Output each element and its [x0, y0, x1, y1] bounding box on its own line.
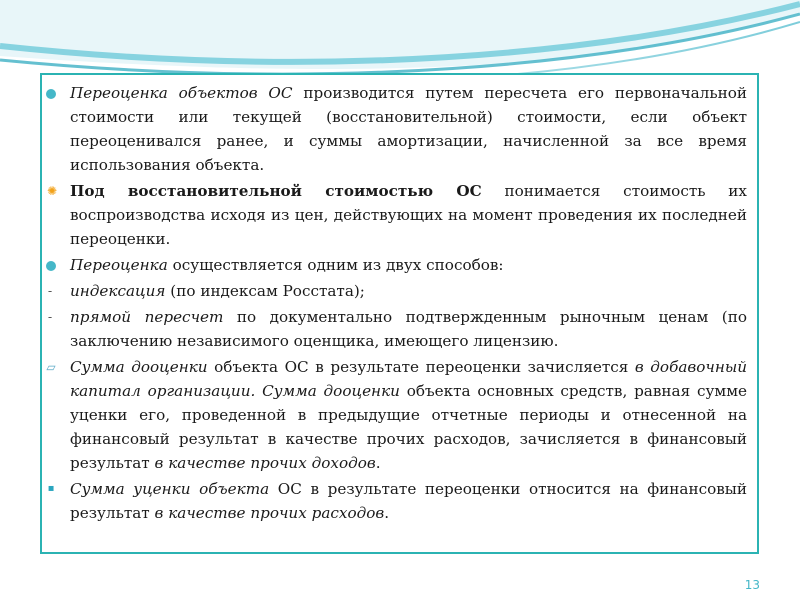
sun-bullet-icon: ✺: [46, 184, 58, 198]
circle-bullet-icon: [46, 261, 56, 271]
text-run: прямой пересчет: [70, 308, 224, 326]
text-run: Сумма уценки объекта: [70, 480, 270, 498]
text-run: .: [375, 454, 381, 472]
text-run: понимается стоимость их воспроизводства исходя из цен, действующих на момент проведения их последней переоценки.: [70, 182, 747, 248]
bullet-item: [46, 179, 747, 251]
text-run: Переоценка: [70, 256, 168, 274]
page-number: 13: [744, 578, 760, 592]
text-run: объекта основных средств, равная сумме уценки его, проведенной в предыдущие отчетные периоды и отнесенной на финансовый результат в качестве прочих расходов, зачисляется в финансовый результат: [70, 382, 747, 472]
text-run: производится путем пересчета его первоначальной стоимости или текущей (восстановительной) стоимости, если объект переоценивался ранее, и суммы амортизации, начисленной за все время использования объекта.: [70, 84, 747, 174]
dash-bullet-icon: -: [47, 284, 53, 298]
text-run: в качестве прочих расходов: [154, 504, 385, 522]
dash-bullet-icon: -: [47, 310, 53, 324]
bullet-item: [47, 279, 747, 303]
hollow-shape-bullet-icon: ▱: [46, 360, 56, 374]
text-run: индексация: [70, 282, 166, 300]
content-frame: [40, 73, 759, 554]
bullet-item: [47, 305, 747, 353]
circle-bullet-icon: [46, 89, 56, 99]
text-run: объекта ОС в результате переоценки зачисляется: [207, 358, 635, 376]
text-run: (по индексам Росстата);: [165, 282, 365, 300]
bullet-item: [46, 355, 747, 475]
bullet-item: [52, 253, 747, 277]
slide-text-body: [46, 81, 748, 527]
text-run: в качестве прочих доходов: [154, 454, 376, 472]
text-run: Сумма дооценки: [70, 358, 208, 376]
text-run: по документально подтвержденным рыночным ценам (по заключению независимого оценщика, имеющего лицензию.: [70, 308, 747, 350]
text-run: .: [384, 504, 390, 522]
text-run: осуществляется одним из двух способов:: [167, 256, 504, 274]
bullet-item: [52, 81, 747, 177]
text-run: Переоценка объектов ОС: [70, 84, 293, 102]
text-run: Под восстановительной стоимостью ОС: [70, 182, 482, 200]
text-run: ОС в результате переоценки относится на финансовый результат: [70, 480, 748, 522]
bullet-item: [47, 477, 748, 525]
small-bullet-icon: ▪: [47, 483, 55, 494]
text-run: в добавочный капитал организации. Сумма дооценки: [70, 358, 747, 400]
